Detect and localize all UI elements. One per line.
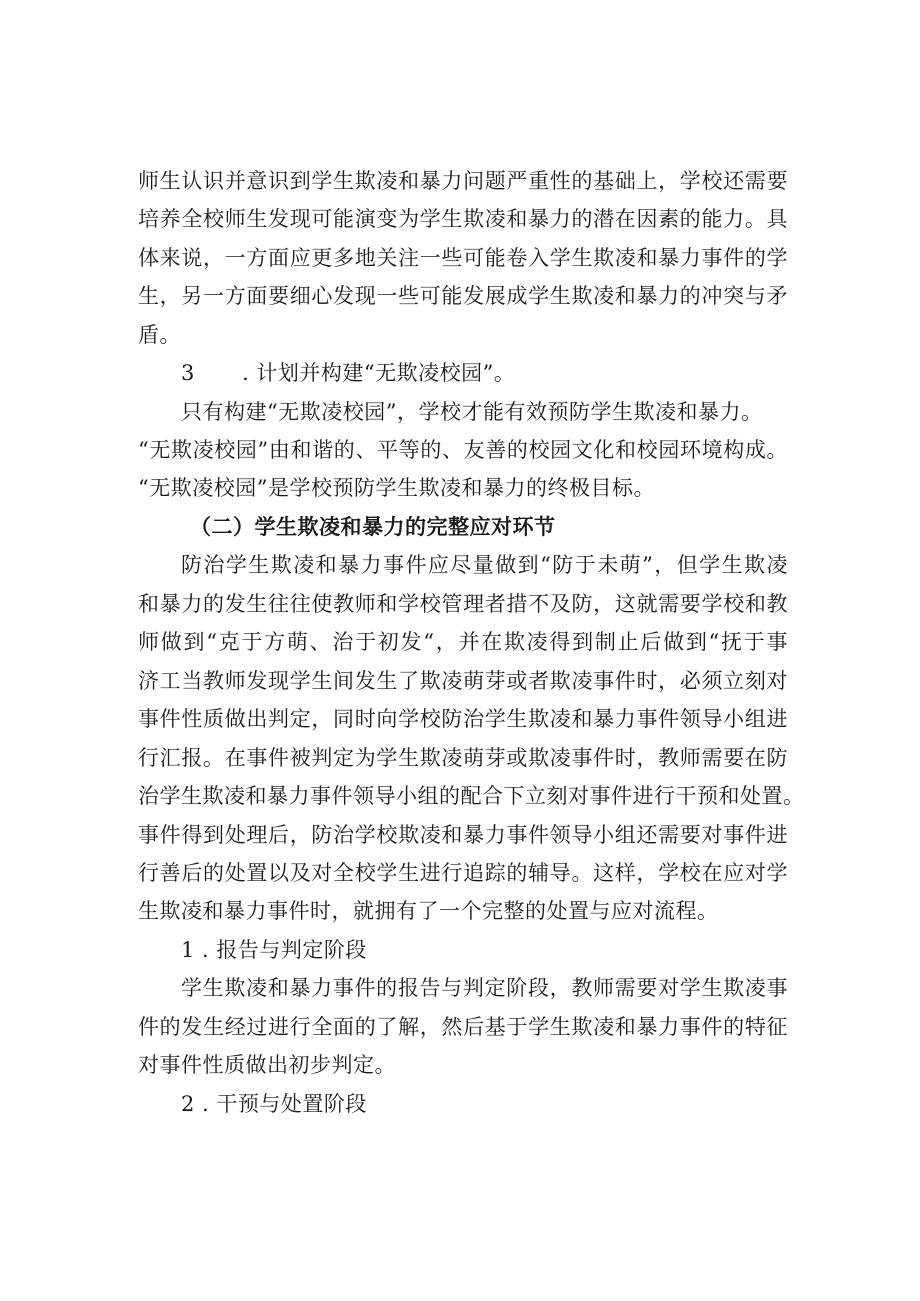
list-item-text: . 计划并构建“无欺凌校园”。 bbox=[242, 361, 516, 385]
list-item-1: 1 . 报告与判定阶段 bbox=[181, 938, 367, 962]
paragraph-line: 济工当教师发现学生间发生了欺凌萌芽或者欺凌事件时，必须立刻对 bbox=[138, 669, 788, 693]
list-item-3 bbox=[181, 358, 515, 388]
paragraph-line: “无欺凌校园”由和谐的、平等的、友善的校园文化和校园环境构成。 bbox=[138, 438, 788, 462]
list-item-number: 3 bbox=[181, 361, 195, 385]
paragraph-line: 和暴力的发生往往使教师和学校管理者措不及防，这就需要学校和教 bbox=[138, 592, 788, 616]
paragraph-line: 培养全校师生发现可能演变为学生欺凌和暴力的潜在因素的能力。具 bbox=[138, 207, 788, 231]
paragraph-line: 治学生欺凌和暴力事件领导小组的配合下立刻对事件进行干预和处置。 bbox=[138, 784, 805, 808]
paragraph-line: 师生认识并意识到学生欺凌和暴力问题严重性的基础上，学校还需要 bbox=[138, 169, 788, 193]
paragraph-line: 行善后的处置以及对全校学生进行追踪的辅导。这样，学校在应对学 bbox=[138, 861, 788, 885]
paragraph-line: 事件得到处理后，防治学校欺凌和暴力事件领导小组还需要对事件进 bbox=[138, 823, 788, 847]
paragraph-line: 生，另一方面要细心发现一些可能发展成学生欺凌和暴力的冲突与矛 bbox=[138, 284, 788, 308]
paragraph-line: 体来说，一方面应更多地关注一些可能卷入学生欺凌和暴力事件的学 bbox=[138, 246, 788, 270]
list-item-2: 2 . 干预与处置阶段 bbox=[181, 1092, 367, 1116]
paragraph-line: 只有构建“无欺凌校园”，学校才能有效预防学生欺凌和暴力。 bbox=[181, 400, 763, 424]
paragraph-line: 学生欺凌和暴力事件的报告与判定阶段，教师需要对学生欺凌事 bbox=[181, 976, 788, 1000]
paragraph-line: 生欺凌和暴力事件时，就拥有了一个完整的处置与应对流程。 bbox=[138, 899, 719, 923]
section-heading: （二）学生欺凌和暴力的完整应对环节 bbox=[190, 514, 556, 539]
paragraph-line: 事件性质做出判定，同时向学校防治学生欺凌和暴力事件领导小组进 bbox=[138, 707, 788, 731]
paragraph-line: 件的发生经过进行全面的了解，然后基于学生欺凌和暴力事件的特征 bbox=[138, 1015, 788, 1039]
paragraph-line: 防治学生欺凌和暴力事件应尽量做到“防于未萌”，但学生欺凌 bbox=[181, 553, 788, 577]
paragraph-line: “无欺凌校园”是学校预防学生欺凌和暴力的终极目标。 bbox=[138, 476, 655, 500]
paragraph-line: 对事件性质做出初步判定。 bbox=[138, 1053, 396, 1077]
paragraph-line: 师做到“克于方萌、治于初发“，并在欺凌得到制止后做到“抚于事 bbox=[138, 630, 788, 654]
paragraph-line: 盾。 bbox=[138, 323, 181, 347]
paragraph-line: 行汇报。在事件被判定为学生欺凌萌芽或欺凌事件时，教师需要在防 bbox=[138, 746, 788, 770]
